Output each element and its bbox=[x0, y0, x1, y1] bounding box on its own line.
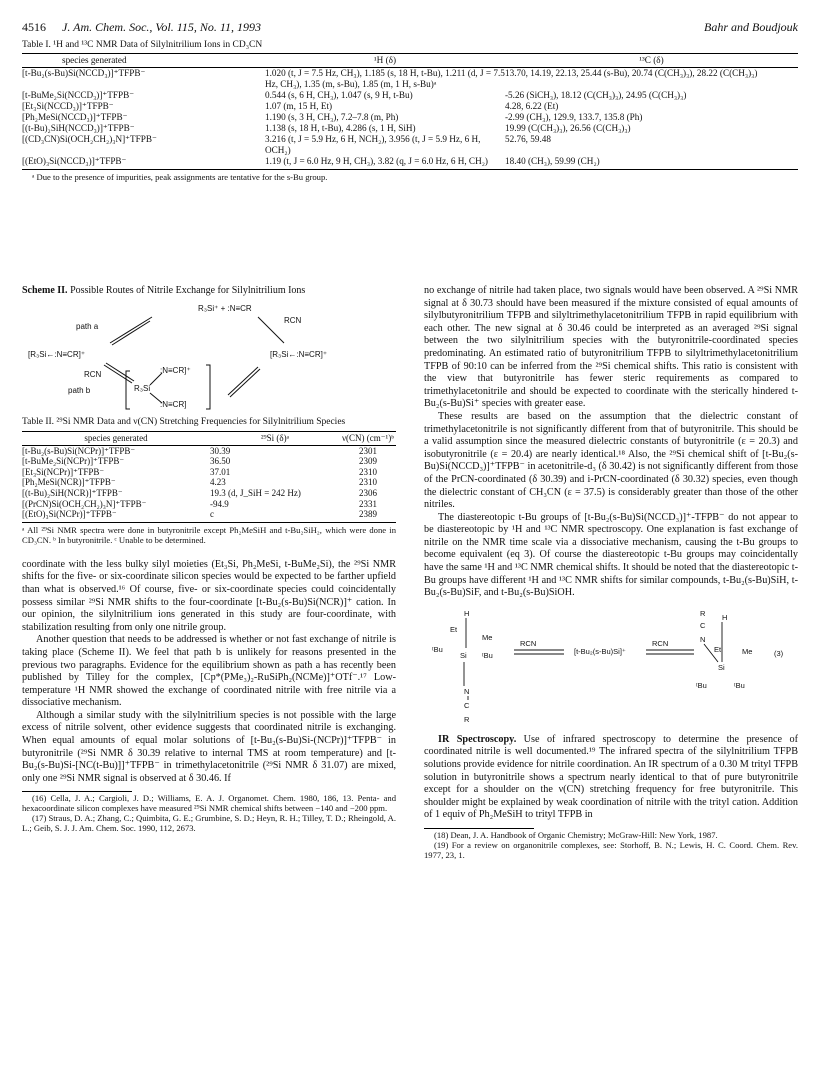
scheme2-arrow-return-2 bbox=[230, 369, 260, 397]
eq3-r-left: R bbox=[464, 714, 470, 724]
eq3-tbu-right-2: ᵗBu bbox=[734, 680, 745, 690]
table2-cell-si: 37.01 bbox=[210, 466, 231, 477]
table2-cell-si: 30.39 bbox=[210, 445, 231, 456]
eq3-c-left: C bbox=[464, 700, 470, 710]
table2-header-species: species generated bbox=[84, 433, 148, 443]
scheme2-path-a: path a bbox=[76, 322, 99, 331]
table2-cell-cn: 2389 bbox=[359, 509, 377, 520]
table1-cell-c: -2.99 (CH₃), 129.9, 133.7, 135.8 (Ph) bbox=[505, 112, 643, 122]
eq3-si-right: Si bbox=[718, 662, 725, 672]
table1-row bbox=[22, 134, 798, 156]
eq3-c-right: C bbox=[700, 620, 706, 630]
table2-cell-si: 19.3 (d, J_SiH = 242 Hz) bbox=[210, 487, 301, 498]
table1-cell-species: [(t-Bu)₂SiH(NCCD₃)]⁺TFPB⁻ bbox=[22, 123, 135, 133]
table1-cell-c: 13.70, 14.19, 22.13, 25.44 (s-Bu), 20.74 (C(CH₃)₃), 28.22 (C(CH₃)₃) bbox=[505, 68, 758, 78]
table1-cell-h: 3.216 (t, J = 5.9 Hz, 6 H, NCH₂), 3.956 (t, J = 5.9 Hz, 6 H, OCH₂) bbox=[265, 134, 481, 155]
scheme2-rcn-top: RCN bbox=[284, 316, 302, 325]
eq3-r-right: R bbox=[700, 608, 706, 618]
table1-cell-c: 19.99 (C(CH₃)₃), 26.56 (C(CH₃)₃) bbox=[505, 123, 631, 133]
running-authors: Bahr and Boudjouk bbox=[704, 20, 798, 34]
table2-cell-species: [Ph₂MeSi(NCR)]⁺TFPB⁻ bbox=[22, 477, 116, 488]
eq3-tbu-right: ᵗBu bbox=[696, 680, 707, 690]
scheme2-bond-bottom bbox=[150, 393, 162, 403]
table2-row bbox=[22, 477, 396, 488]
table1-row bbox=[22, 90, 798, 101]
equation-3-diagram bbox=[424, 608, 798, 728]
table2-row bbox=[22, 446, 396, 457]
table2-cell-si: c bbox=[210, 509, 214, 520]
table1-cell-species: [t-Bu₂(s-Bu)Si(NCCD₃)]⁺TFPB⁻ bbox=[22, 68, 146, 78]
table2-cell-cn: 2306 bbox=[359, 487, 377, 498]
left-body-text bbox=[22, 559, 396, 786]
table2-cell-species: [(t-Bu)₂SiH(NCR)]⁺TFPB⁻ bbox=[22, 487, 123, 498]
scheme2-right-ion: [R₃Si←:N≡CR]⁺ bbox=[270, 350, 328, 359]
table1-row bbox=[22, 101, 798, 112]
eq3-n-right: N bbox=[700, 634, 706, 644]
table1-cell-c: 52.76, 59.48 bbox=[505, 134, 551, 144]
table2 bbox=[22, 431, 396, 545]
table1-cell-h: 1.19 (t, J = 6.0 Hz, 9 H, CH₃), 3.82 (q, J = 6.0 Hz, 6 H, CH₂) bbox=[265, 156, 488, 166]
table1 bbox=[22, 53, 798, 183]
table2-cell-cn: 2331 bbox=[359, 498, 377, 509]
table1-cell-c: 18.40 (CH₃), 59.99 (CH₂) bbox=[505, 156, 600, 166]
table2-cell-si: -94.9 bbox=[210, 498, 229, 509]
table2-header-cn: ν(CN) (cm⁻¹)ᵇ bbox=[341, 433, 395, 443]
table2-cell-cn: 2310 bbox=[359, 466, 377, 477]
scheme2-arrow-path-a bbox=[110, 317, 152, 343]
table2-cell-species: [(EtO)₃Si(NCPr)]⁺TFPB⁻ bbox=[22, 509, 117, 520]
eq3-me-right: Me bbox=[742, 646, 753, 656]
table2-footnote: ᵃ All ²⁹Si NMR spectra were done in butyronitrile except Ph₂MeSiH and t-Bu₂SiH₂, which were done in CD₃CN. ᵇ In butyronitrile. ᶜ Unable to be determined. bbox=[22, 522, 396, 545]
table2-cell-species: [Et₃Si(NCPr)]⁺TFPB⁻ bbox=[22, 466, 105, 477]
footnote-18: (18) Dean, J. A. Handbook of Organic Chemistry; McGraw-Hill: New York, 1987. bbox=[434, 830, 718, 840]
scheme2-left-ion: [R₃Si←:N≡CR]⁺ bbox=[28, 350, 86, 359]
table2-cell-species: [(PrCN)Si(OCH₂CH₂)₃N]⁺TFPB⁻ bbox=[22, 498, 147, 509]
table2-cell-cn: 2309 bbox=[359, 456, 377, 467]
left-column bbox=[22, 285, 396, 834]
scheme2-caption-text: Possible Routes of Nitrile Exchange for Silylnitrilium Ions bbox=[67, 285, 306, 296]
scheme2-rcn-left: RCN bbox=[84, 370, 102, 379]
scheme2-arrow-return bbox=[228, 367, 258, 395]
table1-cell-h: 1.138 (s, 18 H, t-Bu), 4.286 (s, 1 H, SiH) bbox=[265, 123, 416, 133]
table2-row bbox=[22, 499, 396, 510]
eq3-h-left: H bbox=[464, 608, 470, 618]
scheme2-caption-label: Scheme II. bbox=[22, 285, 68, 296]
table2-cell-cn: 2310 bbox=[359, 477, 377, 488]
table1-cell-h: 0.544 (s, 6 H, CH₃), 1.047 (s, 9 H, t-Bu) bbox=[265, 90, 413, 100]
eq3-tbu-left: ᵗBu bbox=[432, 644, 443, 654]
table1-cell-h: 1.020 (t, J = 7.5 Hz, CH₃), 1.185 (s, 18 H, t-Bu), 1.211 (d, J = 7.5 Hz, CH₃), 1.35 (m, s-Bu), 1.85 (m, 1 H, s-Bu)ᵃ bbox=[265, 68, 505, 89]
scheme2-caption bbox=[22, 285, 396, 297]
journal-citation: J. Am. Chem. Soc., Vol. 115, No. 11, 1993 bbox=[62, 20, 261, 34]
page-number: 4516 bbox=[22, 20, 46, 34]
table2-row bbox=[22, 509, 396, 520]
table1-cell-c: -5.26 (SiCH₃), 18.12 (C(CH₃)₃), 24.95 (C(CH₃)₃) bbox=[505, 90, 687, 100]
right-paragraph-1: no exchange of nitrile had taken place, two signals would have been observed. A ²⁹Si NMR signal at δ 30.73 should have been measured if the mixture consisted of equal amounts of silylbutyronitrilium TFPB and silyltrimethylacetonitrilium TFPB in rapid equilibrium with each other. The new signal at δ 30.46 could be interpreted as an averaged ²⁹Si signal between the two silylnitrilium species with the butyronitrile-coordinated species predominating. An estimated ratio of butyronitrilium TFPB to silyltrimethylacetonitrilium TFPB of 90:10 can be inferred from the ²⁹Si chemical shifts. This ratio is consistent with the view that butyronitrile has fewer steric requirements as compared to trimethylacetonitrile and should be expected to coordinate with the sterically hindered t-Bu₂(s-Bu)Si⁺ species with greater ease. bbox=[424, 285, 798, 410]
eq3-number: (3) bbox=[774, 648, 784, 658]
table2-caption: Table II. ²⁹Si NMR Data and ν(CN) Stretching Frequencies for Silylnitrilium Species bbox=[22, 417, 346, 427]
table1-body bbox=[22, 68, 798, 167]
table2-cell-species: [t-BuMe₂Si(NCPr)]⁺TFPB⁻ bbox=[22, 456, 125, 467]
table1-cell-species: [(CD₃CN)Si(OCH₂CH₂)₃N]⁺TFPB⁻ bbox=[22, 134, 157, 144]
footnote-16: (16) Cella, J. A.; Cargioli, J. D.; Williams, E. A. J. Organomet. Chem. 1980, 186, 13. Penta- and hexacoordinate silicon complexes have measured ²⁹Si NMR chemical shifts between −140 and −200 ppm. bbox=[22, 793, 396, 814]
right-footnote-rule bbox=[424, 828, 534, 829]
scheme2-diagram bbox=[22, 301, 396, 411]
eq3-et-left: Et bbox=[450, 624, 458, 634]
table1-cell-species: [Et₃Si(NCCD₃)]⁺TFPB⁻ bbox=[22, 101, 114, 111]
eq3-et-right: Et bbox=[714, 644, 722, 654]
table1-footnote: ᵃ Due to the presence of impurities, peak assignments are tentative for the s-Bu group. bbox=[22, 169, 798, 183]
scheme2-n-bottom: :N≡CR] bbox=[160, 400, 187, 409]
table1-caption: Table I. ¹H and ¹³C NMR Data of Silylnitrilium Ions in CD₃CN bbox=[22, 40, 263, 50]
table2-row bbox=[22, 467, 396, 478]
table2-cell-si: 36.50 bbox=[210, 456, 231, 467]
table1-header-species: species generated bbox=[62, 55, 127, 65]
table2-cell-cn: 2301 bbox=[359, 445, 377, 456]
table1-row bbox=[22, 68, 798, 90]
scheme2-arrow-path-b-2 bbox=[106, 363, 134, 381]
scheme2-bracket-right bbox=[206, 365, 210, 409]
table1-row bbox=[22, 123, 798, 134]
table2-body bbox=[22, 446, 396, 520]
scheme2-n-top: :N≡CR]⁺ bbox=[160, 366, 191, 375]
table2-row bbox=[22, 488, 396, 499]
scheme2-top-species: R₃Si⁺ + :N≡CR bbox=[198, 304, 252, 313]
footnote-19: (19) For a review on organonitrile complexes, see: Storhoff, B. N.; Lewis, H. C. Coord. Chem. Rev. 1977, 23, 1. bbox=[424, 839, 798, 860]
right-paragraph-3: The diastereotopic t-Bu groups of [t-Bu₂(s-Bu)Si(NCCD₃)]⁺-TFPB⁻ do not appear to be diastereotopic by ¹H and ¹³C NMR spectroscopy. One explanation is fast exchange of nitrile on the NMR time scale via a dissociative mechanism, causing the t-Bu groups to become equivalent (eq 3). Of course the diastereotopic t-Bu groups may coincidentally have the same ¹H and ¹³C NMR chemical shifts. It should be noted that the diastereotopic t-Bu groups have different ¹H and ¹³C NMR shifts for similar compounds, t-Bu₂(s-Bu)SiH, t-Bu₂(s-Bu)SiF, and t-Bu₂(s-Bu)SiOH. bbox=[424, 511, 798, 599]
scheme2-path-b: path b bbox=[68, 386, 91, 395]
eq3-rcn-2: RCN bbox=[652, 638, 669, 648]
table2-header-si: ²⁹Si (δ)ᵃ bbox=[260, 433, 290, 443]
table1-cell-c: 4.28, 6.22 (Et) bbox=[505, 101, 559, 111]
table1-cell-species: [t-BuMe₂Si(NCCD₃)]⁺TFPB⁻ bbox=[22, 90, 135, 100]
table1-header-h: ¹H (δ) bbox=[373, 55, 397, 65]
table1-cell-h: 1.190 (s, 3 H, CH₃), 7.2–7.8 (m, Ph) bbox=[265, 112, 399, 122]
eq3-cation: [t-Bu₂(s-Bu)Si]⁺ bbox=[574, 646, 626, 656]
eq3-me-left: Me bbox=[482, 632, 493, 642]
eq3-rcn-1: RCN bbox=[520, 638, 537, 648]
eq3-n-left: N bbox=[464, 686, 470, 696]
left-footnote-rule bbox=[22, 791, 132, 792]
scheme2-arrow-path-b bbox=[104, 365, 132, 383]
table2-row bbox=[22, 456, 396, 467]
table1-header-c: ¹³C (δ) bbox=[639, 55, 664, 65]
table1-cell-h: 1.07 (m, 15 H, Et) bbox=[265, 101, 333, 111]
table2-header-row bbox=[22, 431, 396, 446]
ir-paragraph bbox=[424, 734, 798, 822]
scheme2-arrow-path-a-2 bbox=[112, 321, 150, 345]
table2-cell-si: 4.23 bbox=[210, 477, 226, 488]
table1-cell-species: [(EtO)₃Si(NCCD₃)]⁺TFPB⁻ bbox=[22, 156, 127, 166]
table1-row bbox=[22, 156, 798, 167]
table1-row bbox=[22, 112, 798, 123]
eq3-tbu-left-2: ᵗBu bbox=[482, 650, 493, 660]
scheme2-bond-top bbox=[150, 373, 162, 385]
left-paragraph-3: Although a similar study with the silylnitrilium species is not possible with the large excess of nitrile solvent, other evidence suggests that coordinated nitrile is exchanging. When equal amounts of equal molar solutions of [t-Bu₂(s-Bu)Si-(NCPr)]⁺TFPB⁻ in butyronitrile (²⁹Si NMR δ 30.39 relative to internal TMS at room temperature) and [t-Bu₂(s-Bu)Si-[NC(t-Bu)]]⁺TFPB⁻ in trimethylacetonitrile (²⁹Si NMR δ 31.07) are mixed, only one ²⁹Si NMR signal is observed at δ 30.46. If bbox=[22, 709, 396, 784]
scheme2-r3si: R₃Si bbox=[134, 384, 151, 393]
ir-section-heading: IR Spectroscopy. bbox=[438, 733, 517, 745]
table2-cell-species: [t-Bu₂(s-Bu)Si(NCPr)]⁺TFPB⁻ bbox=[22, 445, 136, 456]
right-paragraph-2: These results are based on the assumption that the dielectric constant of trimethylacetonitrile is not significantly different from that of butyronitrile. This should be a valid assumption since the measured dielectric constants of butyronitrile (ε = 20.3) and isobutyronitrile (ε = 20.4) are nearly identical.¹⁸ Also, the ²⁹Si chemical shift of [t-Bu₂(s-Bu)Si(NCCD₃)]⁺TFPB⁻ in acetonitrile-d₃ (δ 30.42) is not significantly different from those of the PrCN-coordinated (δ 30.39) and i-PrCN-coordinated (δ 30.32) species, even though the dielectric constant of CH₃CN (ε = 37.5) is considerably greater than those of the other nitriles. bbox=[424, 410, 798, 511]
ir-section-text: Use of infrared spectroscopy to determine the presence of coordinated nitrile is well documented.¹⁹ The infrared spectra of the silylnitrilium TFPB solutions provide evidence for nitrile coordination. An IR spectrum of a 0.30 M trityl TFPB solution in butyronitrile shows a spectrum nearly identical to that of pure butyronitrile except for a shoulder on the ν(CN) stretching frequency for free butyronitrile. This shoulder might be explained by weak coordination of nitrile with the trityl cation. Addition of 1 equiv of Ph₂MeSiH to trityl TFPB in bbox=[424, 733, 798, 821]
table1-cell-species: [Ph₂MeSi(NCCD₃)]⁺TFPB⁻ bbox=[22, 112, 128, 122]
scheme2-arrow-right-down bbox=[258, 317, 284, 343]
running-header bbox=[22, 20, 798, 36]
right-column bbox=[424, 285, 798, 860]
table1-header-row bbox=[22, 54, 798, 68]
eq3-si-left: Si bbox=[460, 650, 467, 660]
eq3-h-right: H bbox=[722, 612, 728, 622]
left-paragraph-2: Another question that needs to be addressed is whether or not fast exchange of nitrile is taking place (Scheme II). We feel that path b is unlikely for reasons presented in the previous two paragraphs. Evidence for the equilibrium shown as path a has recently been published by Tilley for the complex, [Cp*(PMe₃)₂-RuSiPh₂(NCMe)]⁺OTf⁻.¹⁷ Low-temperature ¹H NMR showed the exchange of coordinated nitrile with free nitrile via a dissociative mechanism. bbox=[22, 634, 396, 709]
footnote-17: (17) Straus, D. A.; Zhang, C.; Quimbita, G. E.; Grumbine, S. D.; Heyn, R. H.; Tilley, T. D.; Rheingold, A. L.; Geib, S. J. J. Am. Chem. Soc. 1990, 112, 2673. bbox=[22, 813, 396, 833]
left-paragraph-1: coordinate with the less bulky silyl moieties (Et₃Si, Ph₂MeSi, t-BuMe₂Si), the ²⁹Si NMR shifts for the five- or six-coordinate silicon species would be expected to be farther upfield than what is observed.¹⁶ Of course, five- or six-coordinate species could coincidentally possess similar ²⁹Si NMR shifts to the four-coordinate [t-Bu₂(s-Bu)Si(NCR)]⁺ cation. In our opinion, the silylnitrilium ions generated in this study are four-coordinate, with stabilization resulting from only one nitrile group. bbox=[22, 558, 396, 633]
